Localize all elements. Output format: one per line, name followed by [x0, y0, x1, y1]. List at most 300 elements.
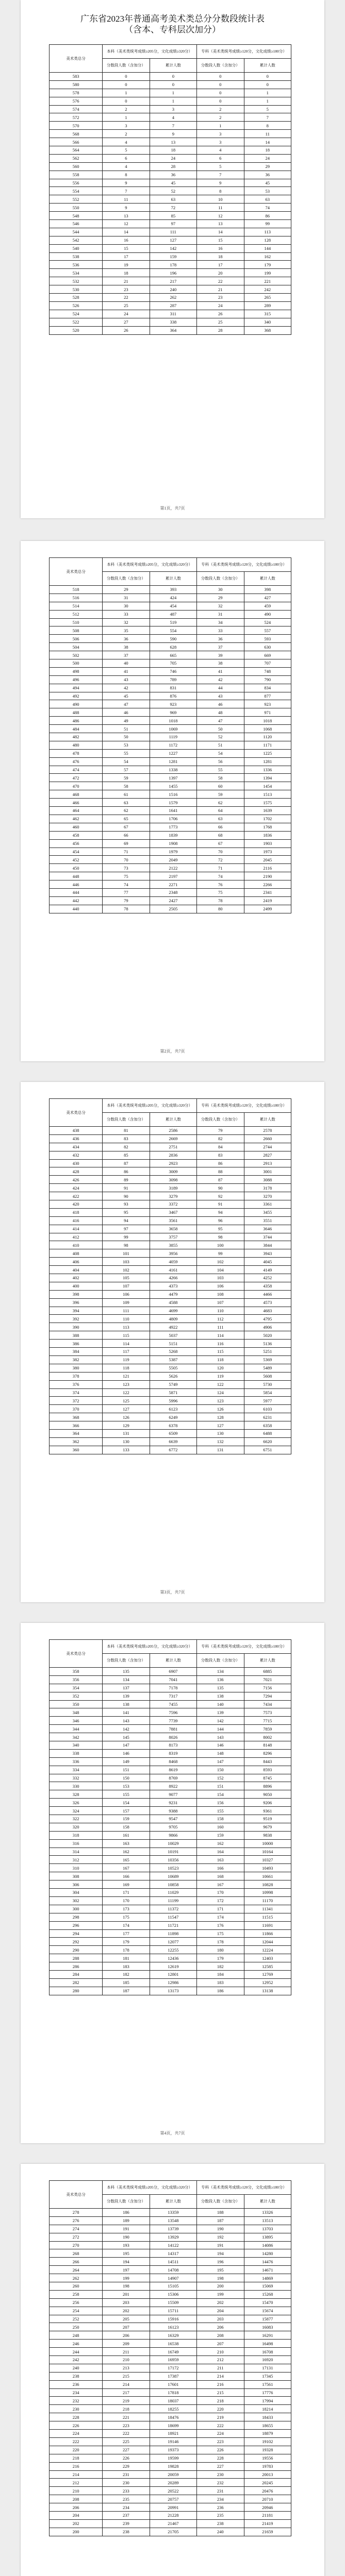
table-cell: 146	[197, 1741, 244, 1750]
table-cell: 104	[197, 1266, 244, 1274]
table-cell: 15711	[150, 2307, 196, 2315]
table-cell: 73	[103, 864, 150, 872]
table-cell: 20476	[244, 2487, 291, 2495]
table-row	[50, 823, 291, 831]
table-row	[50, 301, 291, 310]
header-score: 美术类总分	[50, 1099, 103, 1127]
table-cell: 390	[50, 1323, 103, 1331]
table-cell: 137	[103, 1684, 150, 1692]
table-row	[50, 2274, 291, 2282]
table-cell: 5151	[150, 1340, 196, 1348]
table-cell: 224	[50, 2430, 103, 2438]
table-cell: 490	[244, 610, 291, 618]
table-cell: 15105	[150, 2282, 196, 2291]
table-cell: 1068	[244, 725, 291, 733]
table-cell: 340	[244, 318, 291, 326]
table-cell: 460	[50, 823, 103, 831]
table-cell: 17561	[244, 2380, 291, 2388]
table-cell: 119	[103, 1355, 150, 1364]
table-cell: 184	[197, 1970, 244, 1978]
table-cell: 46	[197, 700, 244, 708]
table-cell: 125	[103, 1397, 150, 1405]
table-cell: 140	[197, 1700, 244, 1708]
table-cell: 2	[103, 105, 150, 113]
table-cell: 440	[50, 905, 103, 913]
table-cell: 487	[150, 610, 196, 618]
table-cell: 552	[50, 195, 103, 204]
table-cell: 214	[197, 2372, 244, 2380]
table-cell: 18255	[150, 2405, 196, 2413]
table-cell: 278	[50, 2209, 103, 2217]
table-cell: 3956	[150, 1249, 196, 1258]
header-vocational: 专科（美术类统考成绩≥120分，文化成绩≥180分）	[197, 1099, 291, 1113]
page-number: 第4页，共7页	[160, 2131, 185, 2136]
header-cumulative-a: 累计人数	[150, 59, 196, 73]
table-cell: 1069	[150, 725, 196, 733]
table-row	[50, 848, 291, 856]
table-cell: 138	[197, 1692, 244, 1700]
table-cell: 182	[197, 1962, 244, 1971]
table-cell: 115	[197, 1348, 244, 1356]
table-cell: 167	[197, 1880, 244, 1889]
table-cell: 6620	[244, 1437, 291, 1446]
table-cell: 82	[197, 1134, 244, 1143]
table-cell: 87	[103, 1159, 150, 1167]
table-row	[50, 113, 291, 122]
header-cumulative-b: 累计人数	[244, 2195, 291, 2209]
table-row	[50, 757, 291, 766]
table-cell: 111	[197, 1323, 244, 1331]
table-cell: 17994	[244, 2397, 291, 2405]
table-cell: 705	[150, 659, 196, 668]
table-cell: 4266	[150, 1274, 196, 1282]
table-cell: 352	[50, 1692, 103, 1700]
table-row	[50, 2397, 291, 2405]
table-row	[50, 105, 291, 113]
table-cell: 4	[197, 146, 244, 155]
table-cell: 238	[197, 2519, 244, 2528]
table-cell: 5977	[244, 1397, 291, 1405]
table-row	[50, 2216, 291, 2225]
table-cell: 556	[50, 179, 103, 187]
table-cell: 13359	[150, 2209, 196, 2217]
table-cell: 62	[197, 799, 244, 807]
table-cell: 66	[103, 831, 150, 839]
table-cell: 9866	[150, 1831, 196, 1839]
table-cell: 265	[244, 294, 291, 302]
table-cell: 13326	[244, 2209, 291, 2217]
table-cell: 205	[103, 2315, 150, 2323]
table-cell: 162	[103, 1848, 150, 1856]
table-cell: 65	[103, 815, 150, 823]
table-cell: 134	[197, 1668, 244, 1676]
table-cell: 368	[244, 326, 291, 334]
table-row	[50, 602, 291, 610]
table-cell: 1119	[150, 733, 196, 741]
table-cell: 5626	[150, 1372, 196, 1380]
table-cell: 3178	[244, 1184, 291, 1192]
table-cell: 167	[103, 1864, 150, 1872]
table-cell: 13895	[244, 2233, 291, 2241]
table-cell: 130	[103, 1437, 150, 1446]
table-cell: 0	[103, 73, 150, 81]
table-cell: 226	[50, 2421, 103, 2430]
table-row	[50, 1889, 291, 1897]
table-cell: 406	[50, 1258, 103, 1266]
table-cell: 18037	[150, 2397, 196, 2405]
table-row	[50, 1397, 291, 1405]
table-row	[50, 1413, 291, 1421]
table-cell: 190	[103, 2233, 150, 2241]
table-cell: 9231	[150, 1799, 196, 1807]
table-cell: 8	[103, 171, 150, 179]
table-cell: 29	[103, 586, 150, 594]
table-cell: 11866	[244, 1929, 291, 1938]
table-cell: 0	[244, 80, 291, 89]
table-row	[50, 635, 291, 643]
table-cell: 1	[103, 113, 150, 122]
table-cell: 476	[50, 757, 103, 766]
table-cell: 1394	[244, 774, 291, 782]
table-cell: 286	[50, 1962, 103, 1971]
table-cell: 19146	[150, 2437, 196, 2446]
table-cell: 191	[197, 2241, 244, 2249]
table-cell: 225	[103, 2437, 150, 2446]
table-cell: 10661	[244, 1872, 291, 1880]
table-cell: 155	[103, 1790, 150, 1799]
table-cell: 212	[50, 2479, 103, 2487]
table-cell: 8593	[244, 1766, 291, 1774]
table-cell: 15	[197, 236, 244, 244]
table-cell: 444	[50, 888, 103, 896]
table-cell: 244	[50, 2348, 103, 2356]
table-cell: 9	[103, 179, 150, 187]
table-row	[50, 2405, 291, 2413]
table-cell: 1579	[150, 799, 196, 807]
table-cell: 160	[197, 1823, 244, 1831]
table-cell: 181	[103, 1954, 150, 1962]
table-cell: 356	[50, 1675, 103, 1684]
table-cell: 131	[103, 1429, 150, 1437]
table-cell: 338	[150, 318, 196, 326]
table-cell: 578	[50, 89, 103, 97]
table-cell: 876	[150, 692, 196, 700]
table-cell: 5871	[150, 1388, 196, 1397]
table-cell: 120	[197, 1364, 244, 1372]
table-cell: 3189	[150, 1184, 196, 1192]
table-cell: 438	[50, 1127, 103, 1135]
table-row	[50, 651, 291, 659]
table-cell: 434	[50, 1143, 103, 1151]
table-cell: 8296	[244, 1749, 291, 1757]
table-cell: 11515	[244, 1913, 291, 1921]
table-cell: 432	[50, 1151, 103, 1159]
table-cell: 86	[197, 1159, 244, 1167]
table-cell: 566	[50, 138, 103, 146]
table-row	[50, 1962, 291, 1971]
table-cell: 426	[50, 1176, 103, 1184]
table-row	[50, 1340, 291, 1348]
table-row	[50, 1429, 291, 1437]
table-cell: 50	[197, 725, 244, 733]
table-cell: 64	[197, 807, 244, 815]
table-cell: 194	[197, 2249, 244, 2258]
table-cell: 33	[103, 610, 150, 618]
table-cell: 5	[103, 146, 150, 155]
table-cell: 146	[103, 1749, 150, 1757]
table-cell: 3658	[150, 1225, 196, 1233]
table-row	[50, 89, 291, 97]
table-cell: 159	[197, 1831, 244, 1839]
table-cell: 300	[50, 1905, 103, 1913]
table-cell: 36	[150, 171, 196, 179]
table-row	[50, 766, 291, 774]
table-cell: 1973	[244, 848, 291, 856]
table-cell: 3009	[150, 1167, 196, 1176]
table-cell: 1	[150, 97, 196, 105]
table-cell: 3551	[244, 1216, 291, 1225]
table-cell: 10000	[244, 1839, 291, 1848]
table-cell: 45	[150, 179, 196, 187]
table-cell: 707	[244, 659, 291, 668]
table-cell: 60	[197, 782, 244, 790]
table-row	[50, 2298, 291, 2307]
table-cell: 183	[103, 1962, 150, 1971]
table-cell: 5730	[244, 1380, 291, 1388]
table-cell: 82	[103, 1143, 150, 1151]
table-cell: 139	[103, 1692, 150, 1700]
table-cell: 214	[103, 2380, 150, 2388]
table-cell: 98	[103, 1241, 150, 1249]
table-row	[50, 1208, 291, 1216]
table-cell: 96	[197, 1216, 244, 1225]
table-cell: 238	[103, 2528, 150, 2536]
table-cell: 144	[197, 1725, 244, 1733]
table-cell: 554	[50, 187, 103, 195]
table-cell: 2744	[244, 1143, 291, 1151]
table-cell: 15069	[244, 2282, 291, 2291]
table-cell: 10327	[244, 1856, 291, 1864]
table-cell: 63	[150, 195, 196, 204]
table-cell: 165	[103, 1856, 150, 1864]
table-cell: 1225	[244, 749, 291, 757]
header-cumulative-a: 累计人数	[150, 1654, 196, 1668]
table-cell: 542	[50, 236, 103, 244]
table-cell: 831	[150, 684, 196, 692]
table-cell: 6488	[244, 1429, 291, 1437]
table-row	[50, 692, 291, 700]
table-cell: 7455	[150, 1700, 196, 1708]
table-cell: 14511	[150, 2258, 196, 2266]
table-cell: 18214	[244, 2405, 291, 2413]
table-cell: 3943	[244, 1249, 291, 1258]
table-cell: 75	[197, 888, 244, 896]
table-cell: 222	[103, 2430, 150, 2438]
table-cell: 22	[103, 294, 150, 302]
table-cell: 187	[197, 2216, 244, 2225]
table-cell: 144	[244, 244, 291, 252]
page-title: 广东省2023年普通高考美术类总分分数段统计表	[80, 14, 265, 24]
table-cell: 969	[150, 708, 196, 717]
table-cell: 56	[197, 757, 244, 766]
table-cell: 175	[103, 1913, 150, 1921]
table-cell: 4252	[244, 1274, 291, 1282]
table-cell: 7294	[244, 1692, 291, 1700]
table-row	[50, 277, 291, 285]
table-row	[50, 2437, 291, 2446]
table-cell: 220	[50, 2446, 103, 2454]
table-row	[50, 1929, 291, 1938]
table-cell: 170	[197, 1889, 244, 1897]
table-cell: 1	[244, 97, 291, 105]
table-row	[50, 187, 291, 195]
table-cell: 226	[103, 2454, 150, 2462]
table-row	[50, 1766, 291, 1774]
table-row	[50, 1905, 291, 1913]
table-cell: 126	[197, 1405, 244, 1413]
table-cell: 1706	[150, 815, 196, 823]
table-row	[50, 1921, 291, 1929]
table-cell: 474	[50, 766, 103, 774]
table-cell: 154	[197, 1790, 244, 1799]
table-cell: 84	[197, 1143, 244, 1151]
table-cell: 3	[197, 138, 244, 146]
table-cell: 176	[197, 1921, 244, 1929]
table-cell: 3	[197, 130, 244, 138]
table-cell: 20991	[150, 2503, 196, 2512]
table-cell: 194	[103, 2258, 150, 2266]
table-cell: 536	[50, 261, 103, 269]
table-row	[50, 1684, 291, 1692]
table-cell: 127	[103, 1405, 150, 1413]
score-distribution-table	[49, 557, 291, 913]
table-cell: 430	[50, 1159, 103, 1167]
table-cell: 193	[103, 2241, 150, 2249]
table-cell: 40	[103, 659, 150, 668]
table-cell: 6249	[150, 1413, 196, 1421]
table-cell: 9	[103, 204, 150, 212]
table-cell: 78	[197, 896, 244, 905]
table-cell: 1839	[150, 831, 196, 839]
table-cell: 2586	[150, 1127, 196, 1135]
table-cell: 25	[197, 318, 244, 326]
table-cell: 10164	[244, 1848, 291, 1856]
table-cell: 2913	[244, 1159, 291, 1167]
table-cell: 2827	[244, 1151, 291, 1159]
table-cell: 15	[103, 244, 150, 252]
table-cell: 41	[103, 667, 150, 675]
table-cell: 344	[50, 1725, 103, 1733]
table-cell: 206	[103, 2331, 150, 2340]
table-row	[50, 1274, 291, 1282]
table-cell: 364	[50, 1429, 103, 1437]
table-cell: 0	[197, 80, 244, 89]
table-cell: 1018	[244, 717, 291, 725]
table-cell: 312	[50, 1856, 103, 1864]
table-cell: 211	[103, 2348, 150, 2356]
table-row	[50, 807, 291, 815]
table-cell: 113	[103, 1323, 150, 1331]
table-cell: 669	[244, 651, 291, 659]
table-row	[50, 2495, 291, 2503]
table-row	[50, 1355, 291, 1364]
table-cell: 3757	[150, 1233, 196, 1241]
table-cell: 2	[197, 105, 244, 113]
table-cell: 8619	[150, 1766, 196, 1774]
table-cell: 235	[103, 2495, 150, 2503]
table-cell: 398	[50, 1290, 103, 1298]
table-cell: 110	[197, 1307, 244, 1315]
table-cell: 163	[197, 1856, 244, 1864]
table-row	[50, 1749, 291, 1757]
table-cell: 85	[103, 1151, 150, 1159]
table-cell: 13	[150, 138, 196, 146]
table-cell: 186	[197, 1987, 244, 1995]
table-cell: 21705	[150, 2528, 196, 2536]
table-cell: 7	[244, 113, 291, 122]
header-vocational: 专科（美术类统考成绩≥120分，文化成绩≥180分）	[197, 1640, 291, 1654]
table-cell: 170	[103, 1896, 150, 1905]
table-cell: 79	[103, 896, 150, 905]
table-cell: 462	[50, 815, 103, 823]
table-cell: 9838	[244, 1831, 291, 1839]
table-cell: 159	[103, 1815, 150, 1823]
table-row	[50, 179, 291, 187]
table-cell: 2836	[150, 1151, 196, 1159]
table-cell: 210	[50, 2487, 103, 2495]
table-cell: 3372	[150, 1200, 196, 1209]
table-row	[50, 2413, 291, 2421]
table-cell: 252	[50, 2315, 103, 2323]
table-cell: 215	[103, 2372, 150, 2380]
table-cell: 326	[50, 1799, 103, 1807]
table-cell: 306	[50, 1880, 103, 1889]
table-cell: 6751	[244, 1446, 291, 1454]
table-cell: 1172	[150, 741, 196, 749]
table-row	[50, 261, 291, 269]
table-cell: 11	[244, 130, 291, 138]
table-row	[50, 610, 291, 618]
table-cell: 18476	[150, 2413, 196, 2421]
table-cell: 135	[197, 1684, 244, 1692]
header-cumulative-a: 累计人数	[150, 1113, 196, 1127]
table-row	[50, 864, 291, 872]
table-cell: 21	[103, 277, 150, 285]
table-cell: 4373	[150, 1282, 196, 1290]
table-cell: 72	[150, 204, 196, 212]
table-row	[50, 708, 291, 717]
table-row	[50, 725, 291, 733]
table-row	[50, 1372, 291, 1380]
table-cell: 2923	[150, 1159, 196, 1167]
table-cell: 211	[197, 2364, 244, 2372]
table-row	[50, 2446, 291, 2454]
table-cell: 12436	[150, 1954, 196, 1962]
table-cell: 338	[50, 1749, 103, 1757]
table-cell: 10689	[150, 1872, 196, 1880]
table-cell: 20946	[244, 2503, 291, 2512]
table-cell: 196	[150, 269, 196, 277]
table-cell: 131	[197, 1446, 244, 1454]
table-cell: 11721	[150, 1921, 196, 1929]
table-row	[50, 1241, 291, 1249]
table-cell: 454	[150, 602, 196, 610]
table-cell: 498	[50, 667, 103, 675]
table-cell: 33	[197, 626, 244, 635]
table-cell: 25	[103, 301, 150, 310]
table-row	[50, 244, 291, 252]
table-cell: 16	[197, 244, 244, 252]
